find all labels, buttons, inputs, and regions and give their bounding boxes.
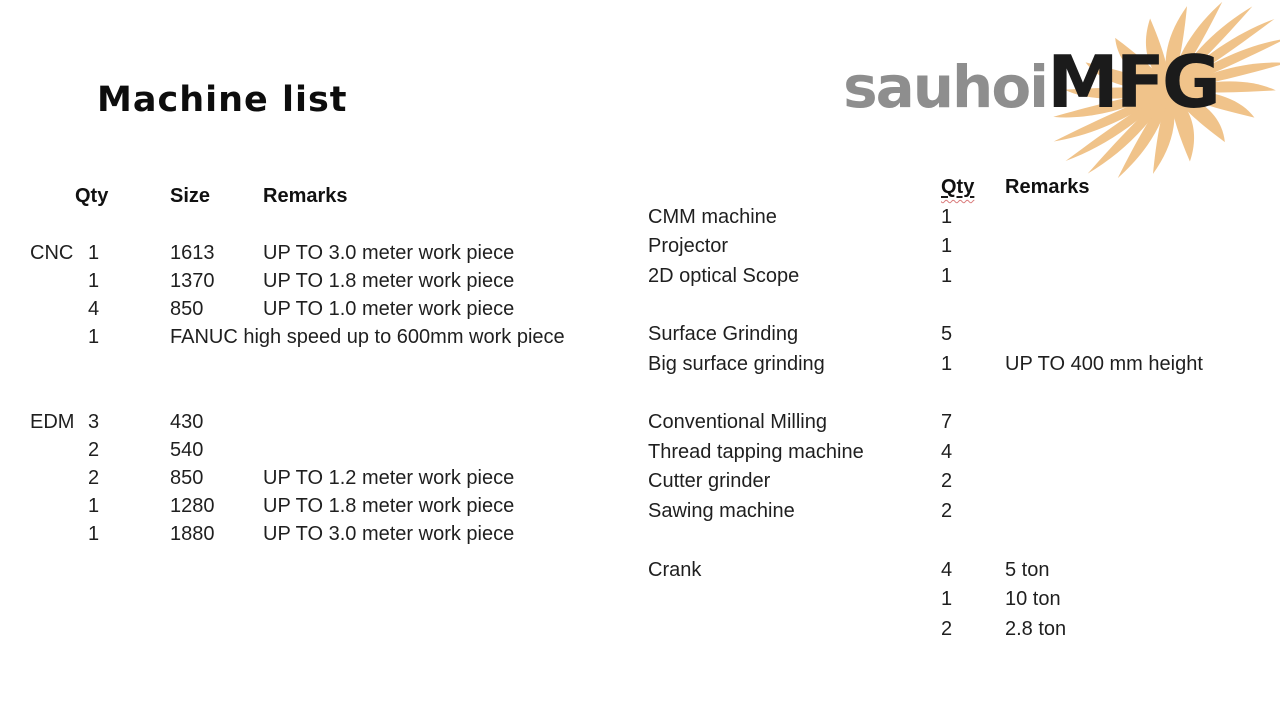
remarks-cell bbox=[1005, 408, 1268, 438]
machine-name-cell: Cutter grinder bbox=[648, 470, 771, 492]
remarks-cell bbox=[1005, 467, 1268, 497]
remarks-cell bbox=[1005, 203, 1268, 233]
table-row bbox=[648, 232, 1268, 262]
qty-cell: 7 bbox=[941, 411, 953, 433]
machine-name-cell: Crank bbox=[648, 558, 702, 581]
machine-name-cell bbox=[648, 585, 941, 615]
table-row bbox=[648, 262, 1268, 292]
table-row bbox=[648, 408, 1268, 438]
machine-name-cell: CMM machine bbox=[648, 205, 777, 228]
size-cell: 1613 bbox=[170, 242, 215, 264]
machine-table-right bbox=[648, 173, 1268, 644]
remarks-cell: 2.8 ton bbox=[1005, 617, 1067, 640]
machine-name-cell: Sawing machine bbox=[648, 499, 795, 522]
table-row bbox=[30, 436, 650, 464]
table-row bbox=[30, 408, 650, 436]
table-row bbox=[648, 467, 1268, 497]
qty-cell: 4 bbox=[88, 298, 100, 320]
machine-table-left bbox=[30, 182, 650, 548]
table-row bbox=[30, 295, 650, 323]
remarks-cell bbox=[263, 323, 650, 351]
qty-cell: 1 bbox=[88, 523, 100, 545]
spacer bbox=[648, 173, 941, 203]
size-cell: 1880 bbox=[170, 523, 215, 545]
remarks-cell: UP TO 3.0 meter work piece bbox=[263, 523, 515, 545]
remarks-cell: 5 ton bbox=[1005, 558, 1050, 581]
qty-cell: 1 bbox=[941, 352, 953, 375]
qty-header: Qty bbox=[941, 176, 975, 198]
section-label bbox=[30, 295, 88, 323]
machine-name-cell: 2D optical Scope bbox=[648, 264, 800, 287]
table-row bbox=[30, 464, 650, 492]
qty-cell: 3 bbox=[88, 411, 100, 433]
table-row bbox=[648, 350, 1268, 380]
qty-cell: 1 bbox=[88, 270, 100, 292]
remarks-cell: UP TO 1.0 meter work piece bbox=[263, 298, 515, 320]
qty-cell: 1 bbox=[88, 326, 100, 348]
crank-group bbox=[648, 556, 1268, 645]
size-cell: 430 bbox=[170, 411, 204, 433]
size-cell: 1370 bbox=[170, 270, 215, 292]
machine-name-cell: Big surface grinding bbox=[648, 352, 825, 375]
qty-cell: 2 bbox=[941, 470, 953, 492]
remarks-header: Remarks bbox=[263, 185, 348, 207]
machine-name-cell: Surface Grinding bbox=[648, 323, 799, 345]
size-cell: FANUC high speed up to 600mm work piece bbox=[170, 326, 565, 348]
remarks-cell bbox=[1005, 320, 1268, 350]
remarks-header: Remarks bbox=[1005, 176, 1090, 198]
qty-header: Qty bbox=[75, 185, 109, 207]
section-label: EDM bbox=[30, 411, 75, 433]
section-label bbox=[30, 492, 88, 520]
remarks-cell: UP TO 1.2 meter work piece bbox=[263, 467, 515, 489]
remarks-cell bbox=[1005, 497, 1268, 527]
machine-name-cell: Thread tapping machine bbox=[648, 440, 864, 463]
remarks-cell: 10 ton bbox=[1005, 588, 1061, 610]
qty-cell: 4 bbox=[941, 558, 953, 581]
edm-group bbox=[30, 408, 650, 548]
table-row bbox=[30, 239, 650, 267]
section-label bbox=[30, 464, 88, 492]
table-row bbox=[30, 520, 650, 548]
page-title: Machine list bbox=[97, 80, 348, 120]
machine-name-cell: Conventional Milling bbox=[648, 411, 827, 433]
table-row bbox=[30, 267, 650, 295]
qty-cell: 1 bbox=[88, 495, 100, 517]
remarks-cell bbox=[263, 408, 650, 436]
milling-group bbox=[648, 408, 1268, 526]
logo-name-gray: sauhoi bbox=[843, 53, 1048, 121]
table-row bbox=[648, 615, 1268, 645]
qty-cell: 2 bbox=[941, 617, 953, 640]
measuring-group bbox=[648, 203, 1268, 292]
remarks-cell: UP TO 400 mm height bbox=[1005, 352, 1203, 375]
section-label bbox=[30, 436, 88, 464]
qty-cell: 5 bbox=[941, 323, 953, 345]
qty-cell: 1 bbox=[88, 242, 100, 264]
company-logo bbox=[843, 40, 1218, 124]
table-row bbox=[30, 492, 650, 520]
qty-cell: 2 bbox=[941, 499, 953, 522]
table-row bbox=[648, 438, 1268, 468]
size-cell: 1280 bbox=[170, 495, 215, 517]
qty-cell: 2 bbox=[88, 439, 100, 461]
left-table-header-row bbox=[30, 182, 650, 210]
qty-cell: 4 bbox=[941, 440, 953, 463]
qty-cell: 1 bbox=[941, 235, 953, 257]
size-cell: 850 bbox=[170, 298, 204, 320]
grinding-group bbox=[648, 320, 1268, 379]
section-label bbox=[30, 520, 88, 548]
table-row bbox=[30, 323, 650, 351]
remarks-cell bbox=[1005, 232, 1268, 262]
qty-cell: 1 bbox=[941, 588, 953, 610]
remarks-cell bbox=[1005, 262, 1268, 292]
section-label: CNC bbox=[30, 242, 74, 264]
qty-cell: 1 bbox=[941, 205, 953, 228]
table-row bbox=[648, 556, 1268, 586]
qty-cell: 2 bbox=[88, 467, 100, 489]
remarks-cell: UP TO 3.0 meter work piece bbox=[263, 242, 515, 264]
table-row bbox=[648, 320, 1268, 350]
table-row bbox=[648, 585, 1268, 615]
remarks-cell bbox=[263, 436, 650, 464]
remarks-cell: UP TO 1.8 meter work piece bbox=[263, 270, 515, 292]
machine-name-cell: Projector bbox=[648, 235, 729, 257]
table-row bbox=[648, 497, 1268, 527]
remarks-cell bbox=[1005, 438, 1268, 468]
size-header: Size bbox=[170, 185, 211, 207]
cnc-group bbox=[30, 239, 650, 351]
logo-name-black: MFG bbox=[1047, 40, 1218, 124]
section-label bbox=[30, 267, 88, 295]
section-label bbox=[30, 323, 88, 351]
machine-name-cell bbox=[648, 615, 941, 645]
remarks-cell: UP TO 1.8 meter work piece bbox=[263, 495, 515, 517]
size-cell: 540 bbox=[170, 439, 204, 461]
qty-cell: 1 bbox=[941, 264, 953, 287]
size-cell: 850 bbox=[170, 467, 204, 489]
table-row bbox=[648, 203, 1268, 233]
